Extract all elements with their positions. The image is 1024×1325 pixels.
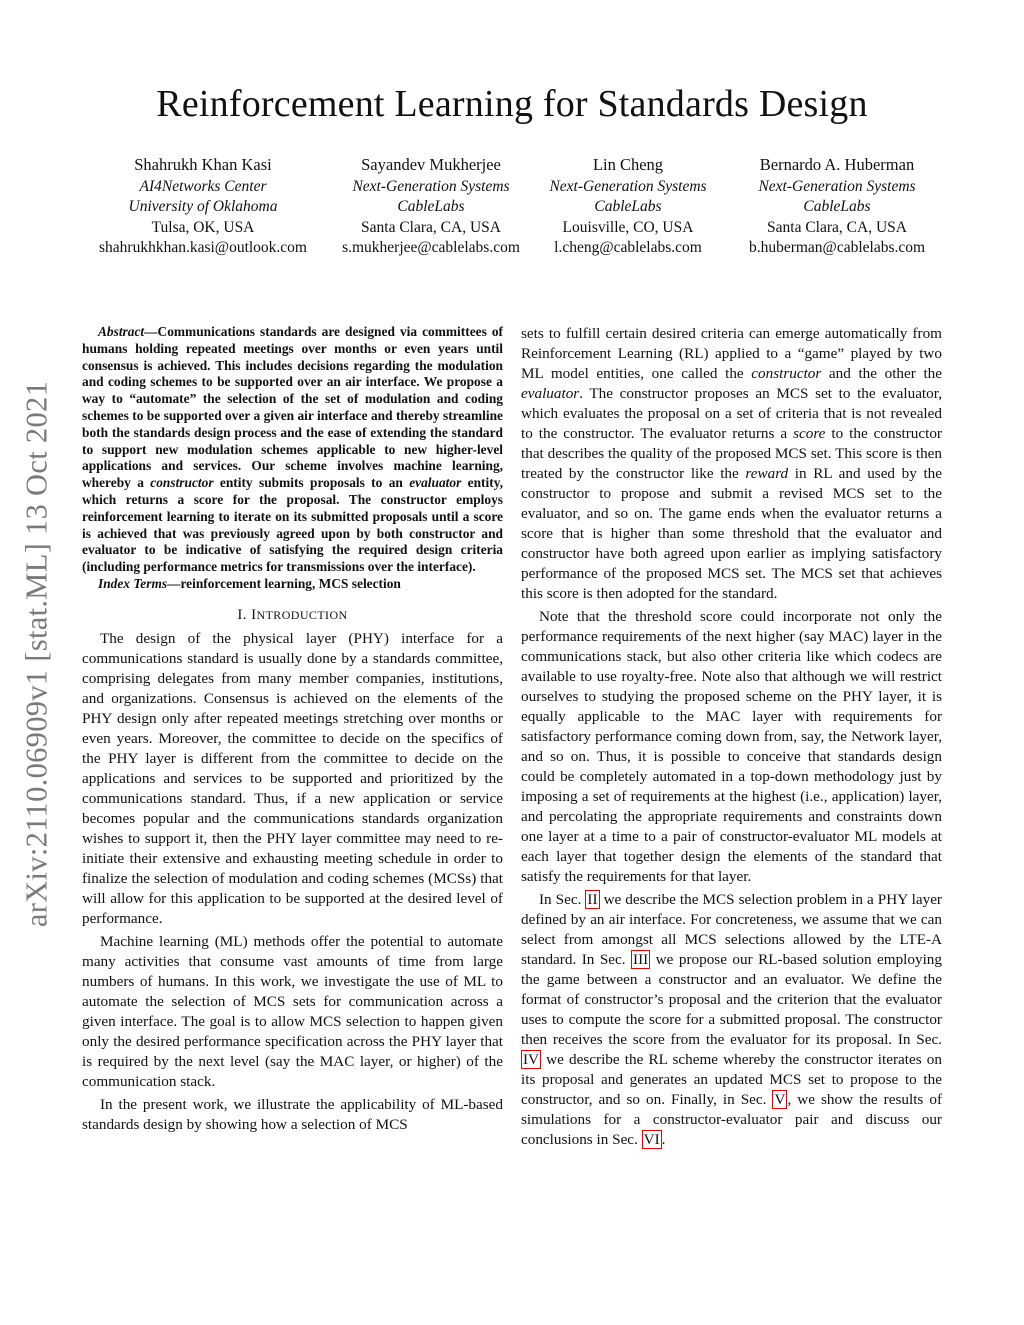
arxiv-stamp-text: arXiv:2110.06909v1 [stat.ML] 13 Oct 2021 [19, 380, 54, 928]
author-location: Louisville, CO, USA [562, 218, 694, 236]
paragraph-text: we describe the RL scheme whereby the constructor iterates on its proposal and generates an updated MCS set to propose to the constructor, and so on. Finally, in Sec. [521, 1051, 942, 1108]
section-ref-link[interactable]: V [774, 1091, 786, 1108]
author-affiliation: CableLabs [594, 198, 662, 215]
author-affiliation: Next-Generation Systems [352, 177, 510, 195]
paragraph-text: in RL and used by the constructor to propose and submit a revised MCS set to the evaluator, and so on. The game ends when the evaluator returns a score that is higher than some threshold that the evaluator and constructor have both agreed upon earlier as implying satisfactory performance of the proposed MCS set. The MCS set that achieves this score is then adopted for the standard. [521, 465, 942, 602]
right-column [521, 324, 942, 1150]
author-affiliation: University of Oklahoma [128, 198, 278, 215]
author-affiliation: AI4Networks Center [139, 177, 267, 195]
paragraph-text: . The constructor proposes an MCS set to the evaluator, which evaluates the proposal on a set of criteria that is not revealed to the constructor. The evaluator returns a [521, 385, 942, 442]
section-title-initial: I [251, 606, 257, 623]
paragraph-text: . [661, 1131, 666, 1148]
body-paragraph: Note that the threshold score could incorporate not only the performance requirements of the next higher (say MAC) layer in the communications stack, but also other criteria like which codecs are available to use royalty-free. Note also that although we will restrict ourselves to studying the proposed scheme on the PHY layer, it is equally applicable to the MAC layer with requirements for satisfactory performance coming down from, say, the Network layer, and so on. Thus, it is possible to conceive that standards design could be completely automated in a top-down methodology just by imposing a set of requirements at the highest (i.e., application) layer, and percolating the appropriate requirements and constraints down one layer at a time to a pair of constructor-evaluator ML models at each layer that together design the elements of the standard that satisfy the requirements for that layer. [521, 608, 942, 885]
author-name: Sayandev Mukherjee [361, 155, 501, 174]
index-terms-text: —reinforcement learning, MCS selection [167, 575, 401, 591]
author-location: Tulsa, OK, USA [151, 218, 255, 236]
abstract-emphasis: constructor [150, 475, 214, 491]
author-affiliation: Next-Generation Systems [549, 177, 707, 195]
index-terms-label: Index Terms [98, 575, 168, 591]
paragraph-text: to the constructor that describes the quality of the proposed MCS set. This score is then treated by the constructor like the [521, 425, 942, 482]
paragraph-text: we propose our RL-based solution employing the game between a constructor and an evaluator. We define the format of constructor’s proposal and the criterion that the evaluator uses to compute the score for a submitted proposal. The constructor then receives the score from the evaluator for its proposal. In Sec. [521, 951, 942, 1048]
paragraph-text: , we show the results of simulations for a constructor-evaluator pair and discuss our conclusions in Sec. [521, 1091, 942, 1148]
section-ref-link[interactable]: III [633, 951, 649, 968]
paragraph-text: sets to fulfill certain desired criteria can emerge automatically from Reinforcement Learning (RL) applied to a “game” played by two ML model entities, one called the [521, 325, 942, 382]
author-email: shahrukhkhan.kasi@outlook.com [99, 239, 307, 256]
author-3 [540, 155, 716, 259]
author-email: s.mukherjee@cablelabs.com [342, 239, 520, 256]
section-heading-introduction [82, 605, 503, 625]
body-paragraph [521, 890, 942, 1150]
abstract-emphasis: evaluator [409, 475, 462, 491]
section-number: I. [237, 606, 252, 623]
emphasis: score [793, 425, 826, 442]
index-terms [82, 576, 503, 593]
paragraph-text: we describe the MCS selection problem in a PHY layer defined by an air interface. For concreteness, we assume that we can select from amongst all MCS selections allowed by the LTE-A standard. In Sec. [521, 891, 942, 968]
emphasis: constructor [751, 365, 822, 382]
author-affiliation: CableLabs [803, 198, 871, 215]
abstract-text: entity, which returns a score for the proposal. The constructor employs reinforcement learning to iterate on its submitted proposals until a score is achieved that was previously agreed upon by both constructor and evaluator to be indicative of satisfying the required design criteria (including performance metrics for transmissions over the interface). [82, 475, 503, 575]
author-email: b.huberman@cablelabs.com [748, 239, 926, 256]
left-column [82, 324, 503, 1135]
abstract-text: —Communications standards are designed via committees of humans holding repeated meetings over months or even years until consensus is achieved. This includes decisions regarding the modulation and coding schemes to be supported over an air interface. We propose a way to “automate” the selection of the set of modulation and coding schemes to be supported over a given air interface and thereby streamline both the standards design process and the ease of extending the standard to support new modulation schemes applicable to new higher-level applications and services. Our scheme involves machine learning, whereby a [82, 324, 503, 491]
abstract-label: Abstract [98, 324, 145, 339]
author-affiliation: Next-Generation Systems [758, 177, 916, 195]
author-name: Shahrukh Khan Kasi [134, 155, 272, 174]
author-location: Santa Clara, CA, USA [361, 218, 501, 236]
emphasis: reward [745, 465, 789, 482]
author-location: Santa Clara, CA, USA [767, 218, 907, 236]
body-paragraph: In the present work, we illustrate the applicability of ML-based standards design by showing how a selection of MCS [82, 1095, 503, 1133]
emphasis: evaluator [521, 385, 580, 402]
author-1 [88, 155, 318, 259]
author-affiliation: CableLabs [397, 198, 465, 215]
paper-title: Reinforcement Learning for Standards Design [156, 83, 868, 125]
section-title-rest: NTRODUCTION [256, 607, 348, 622]
body-paragraph [521, 324, 942, 604]
section-ref-link[interactable]: VI [643, 1131, 660, 1148]
author-name: Lin Cheng [592, 155, 664, 174]
author-4 [732, 155, 942, 259]
author-name: Bernardo A. Huberman [759, 155, 915, 174]
body-paragraph: Machine learning (ML) methods offer the potential to automate many activities that consume vast amounts of time from large numbers of humans. In this work, we investigate the use of ML to automate the selection of MCS sets for communication across a given interface. The goal is to allow MCS selection to happen given only the desired performance specification across the PHY layer that is required by the next level (say the MAC layer, or higher) of the communication stack. [82, 932, 503, 1090]
author-email: l.cheng@cablelabs.com [554, 239, 702, 256]
paragraph-text: and the other the [821, 365, 942, 382]
author-block [84, 155, 956, 265]
section-ref-link[interactable]: II [587, 891, 598, 908]
arxiv-stamp [6, 352, 68, 957]
body-paragraph: The design of the physical layer (PHY) interface for a communications standard is usually done by a standards committee, comprising delegates from many member companies, institutions, and organizations. Consensus is achieved on the elements of the PHY design only after repeated meetings stretching over months or even years. Moreover, the committee to decide on the specifics of the PHY layer is different from the committee to decide on the applications and services to be supported and prioritized by the communications standard. Thus, if a new application or service becomes popular and the communications standards organization wishes to support it, then the PHY layer committee may need to re-initiate their extensive and exhausting meeting schedule in order to finalize the selection of modulation and coding schemes (MCSs) that will allow for this application to be supported at the desired level of performance. [82, 629, 503, 927]
section-ref-link[interactable]: IV [523, 1051, 540, 1068]
author-2 [333, 155, 529, 259]
paragraph-text: In Sec. [539, 891, 586, 908]
abstract [82, 324, 503, 576]
abstract-text: entity submits proposals to an [213, 475, 410, 491]
